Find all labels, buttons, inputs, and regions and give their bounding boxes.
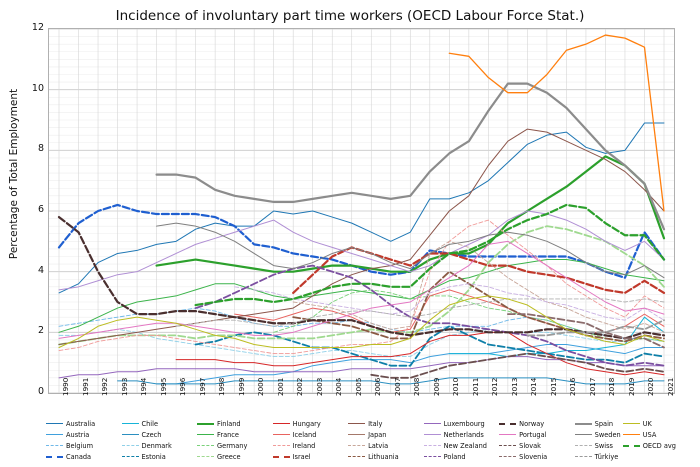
- y-axis-label: Percentage of Total Employment: [8, 88, 20, 260]
- legend-item[interactable]: [122, 451, 196, 462]
- legend-swatch: [424, 434, 441, 435]
- legend-swatch: [46, 434, 63, 435]
- legend-label: Swiss: [594, 441, 613, 450]
- x-tick-label: 2008: [412, 377, 422, 396]
- legend-label: Hungary: [292, 419, 321, 428]
- x-tick-label: 2010: [451, 377, 461, 396]
- legend-item[interactable]: [197, 418, 271, 429]
- legend-swatch: [424, 456, 441, 457]
- x-tick-label: 2020: [646, 377, 656, 396]
- x-tick-label: 2009: [431, 377, 441, 396]
- legend-item[interactable]: [499, 429, 573, 440]
- series-line: [157, 84, 664, 230]
- x-tick-label: 2000: [256, 377, 266, 396]
- legend-swatch: [197, 456, 214, 457]
- legend-label: Australia: [66, 419, 96, 428]
- x-tick-label: 1994: [139, 377, 149, 396]
- legend-item[interactable]: [273, 451, 347, 462]
- legend-label: Japan: [368, 430, 387, 439]
- legend-item[interactable]: [499, 451, 573, 462]
- chart-title: Incidence of involuntary part time workers (OECD Labour Force Stat.): [115, 8, 585, 24]
- legend-item[interactable]: [197, 440, 271, 451]
- legend-swatch: [273, 423, 290, 424]
- y-tick-label: 8: [37, 143, 44, 155]
- series-line: [293, 247, 664, 293]
- legend-item[interactable]: [575, 429, 621, 440]
- legend-swatch: [197, 423, 214, 425]
- legend-label: Norway: [519, 419, 545, 428]
- x-tick-label: 1995: [158, 377, 168, 396]
- legend-item[interactable]: [575, 451, 621, 462]
- legend-item[interactable]: [348, 451, 422, 462]
- legend-label: Finland: [217, 419, 241, 428]
- legend-item[interactable]: [197, 451, 271, 462]
- legend-swatch: [623, 423, 640, 424]
- x-tick-label: 2005: [353, 377, 363, 396]
- legend-item[interactable]: [273, 440, 347, 451]
- legend-swatch: [424, 423, 441, 424]
- legend-swatch: [197, 434, 214, 435]
- legend-item[interactable]: [575, 418, 621, 429]
- series-line: [59, 129, 664, 344]
- legend-label: Lithuania: [368, 452, 399, 461]
- legend-item[interactable]: [424, 451, 498, 462]
- x-tick-label: 2013: [509, 377, 519, 396]
- legend-item[interactable]: [122, 418, 196, 429]
- legend-item[interactable]: [424, 429, 498, 440]
- legend-label: France: [217, 430, 239, 439]
- legend-swatch: [348, 423, 365, 424]
- y-tick-label: 12: [31, 22, 44, 33]
- legend-label: Portugal: [519, 430, 547, 439]
- x-tick-label: 1998: [217, 377, 227, 396]
- x-tick-label: 2016: [568, 377, 578, 396]
- legend-item[interactable]: [122, 429, 196, 440]
- y-tick-label: 6: [37, 204, 44, 215]
- legend-swatch: [499, 434, 516, 435]
- legend-item[interactable]: [623, 440, 676, 451]
- legend-label: Ireland: [292, 441, 316, 450]
- x-tick-label: 2006: [373, 377, 383, 396]
- x-tick-label: 2002: [295, 377, 305, 396]
- legend-label: Slovenia: [519, 452, 548, 461]
- legend-swatch: [575, 423, 592, 425]
- legend-item[interactable]: [46, 429, 120, 440]
- x-tick-label: 1991: [80, 377, 90, 396]
- legend-swatch: [499, 423, 516, 425]
- legend-swatch: [424, 445, 441, 446]
- legend-swatch: [348, 445, 365, 446]
- legend-label: Latvia: [368, 441, 389, 450]
- legend-item[interactable]: [623, 418, 676, 429]
- legend-label: Sweden: [594, 430, 621, 439]
- series-line: [59, 220, 664, 353]
- legend-item[interactable]: [46, 451, 120, 462]
- legend-item[interactable]: [623, 429, 676, 440]
- legend-swatch: [623, 434, 640, 435]
- legend-swatch: [122, 456, 139, 457]
- legend-swatch: [575, 456, 592, 457]
- series-line: [59, 217, 664, 338]
- y-tick-label: 2: [37, 325, 44, 337]
- x-tick-label: 2019: [626, 377, 636, 396]
- legend-label: Germany: [217, 441, 248, 450]
- legend-label: New Zealand: [443, 441, 487, 450]
- x-tick-label: 2017: [587, 377, 597, 396]
- legend-label: Spain: [594, 419, 614, 428]
- legend-swatch: [197, 445, 214, 446]
- legend-swatch: [273, 456, 290, 458]
- legend-swatch: [273, 445, 290, 446]
- x-tick-label: 2004: [334, 377, 344, 396]
- legend-label: Estonia: [141, 452, 166, 461]
- legend-label: Türkiye: [594, 452, 619, 461]
- y-tick-label: 0: [37, 386, 44, 397]
- legend-item[interactable]: [348, 440, 422, 451]
- x-tick-label: 2021: [666, 377, 675, 396]
- legend-label: Belgium: [66, 441, 94, 450]
- legend-swatch: [348, 456, 365, 457]
- legend-label: Canada: [66, 452, 92, 461]
- legend-swatch: [273, 434, 290, 435]
- chart-legend: [46, 418, 676, 462]
- legend-label: Italy: [368, 419, 383, 428]
- legend-item[interactable]: [46, 418, 120, 429]
- x-tick-label: 1999: [236, 377, 246, 396]
- x-tick-label: 2011: [470, 377, 480, 396]
- legend-swatch: [46, 456, 63, 458]
- y-tick-label: 10: [31, 82, 44, 94]
- x-tick-label: 1996: [178, 377, 188, 396]
- legend-item[interactable]: [273, 418, 347, 429]
- legend-swatch: [122, 423, 139, 424]
- legend-item[interactable]: [499, 418, 573, 429]
- legend-label: Austria: [66, 430, 90, 439]
- legend-label: Iceland: [292, 430, 317, 439]
- x-tick-label: 2018: [607, 377, 617, 396]
- legend-label: Poland: [443, 452, 466, 461]
- legend-swatch: [499, 445, 516, 446]
- legend-label: Greece: [217, 452, 241, 461]
- legend-label: OECD avg: [642, 441, 676, 450]
- legend-swatch: [46, 445, 63, 446]
- legend-label: Denmark: [141, 441, 172, 450]
- legend-label: UK: [642, 419, 652, 428]
- series-line: [157, 156, 664, 271]
- x-tick-label: 1992: [100, 377, 110, 396]
- x-tick-label: 2014: [529, 377, 539, 396]
- legend-item[interactable]: [499, 440, 573, 451]
- x-tick-label: 2015: [548, 377, 558, 396]
- legend-item[interactable]: [424, 440, 498, 451]
- legend-item[interactable]: [122, 440, 196, 451]
- legend-label: Slovak: [519, 441, 541, 450]
- y-tick-label: 4: [37, 264, 44, 276]
- legend-item[interactable]: [348, 429, 422, 440]
- x-tick-label: 2003: [314, 377, 324, 396]
- legend-label: Chile: [141, 419, 159, 428]
- plot-area: [48, 28, 675, 394]
- legend-swatch: [122, 434, 139, 435]
- legend-item[interactable]: [348, 418, 422, 429]
- legend-swatch: [348, 434, 365, 435]
- x-tick-label: 1997: [197, 377, 207, 396]
- x-tick-label: 2001: [275, 377, 285, 396]
- legend-label: USA: [642, 430, 657, 439]
- legend-swatch: [122, 445, 139, 446]
- x-tick-label: 2007: [392, 377, 402, 396]
- legend-item[interactable]: [575, 440, 621, 451]
- series-layer: [49, 29, 674, 393]
- legend-label: Luxembourg: [443, 419, 485, 428]
- legend-swatch: [46, 423, 63, 424]
- legend-swatch: [575, 434, 592, 435]
- series-line: [59, 226, 664, 344]
- legend-item[interactable]: [46, 440, 120, 451]
- x-tick-label: 2012: [490, 377, 500, 396]
- legend-item[interactable]: [197, 429, 271, 440]
- series-line: [274, 290, 664, 342]
- legend-label: Israel: [292, 452, 311, 461]
- series-line: [196, 266, 664, 366]
- x-tick-label: 1990: [61, 377, 70, 396]
- legend-item[interactable]: [273, 429, 347, 440]
- series-line: [235, 284, 664, 320]
- x-tick-label: 1993: [119, 377, 129, 396]
- legend-label: Czech: [141, 430, 162, 439]
- legend-swatch: [575, 445, 592, 446]
- legend-swatch: [623, 445, 640, 447]
- legend-label: Netherlands: [443, 430, 484, 439]
- legend-item[interactable]: [424, 418, 498, 429]
- legend-swatch: [499, 456, 516, 457]
